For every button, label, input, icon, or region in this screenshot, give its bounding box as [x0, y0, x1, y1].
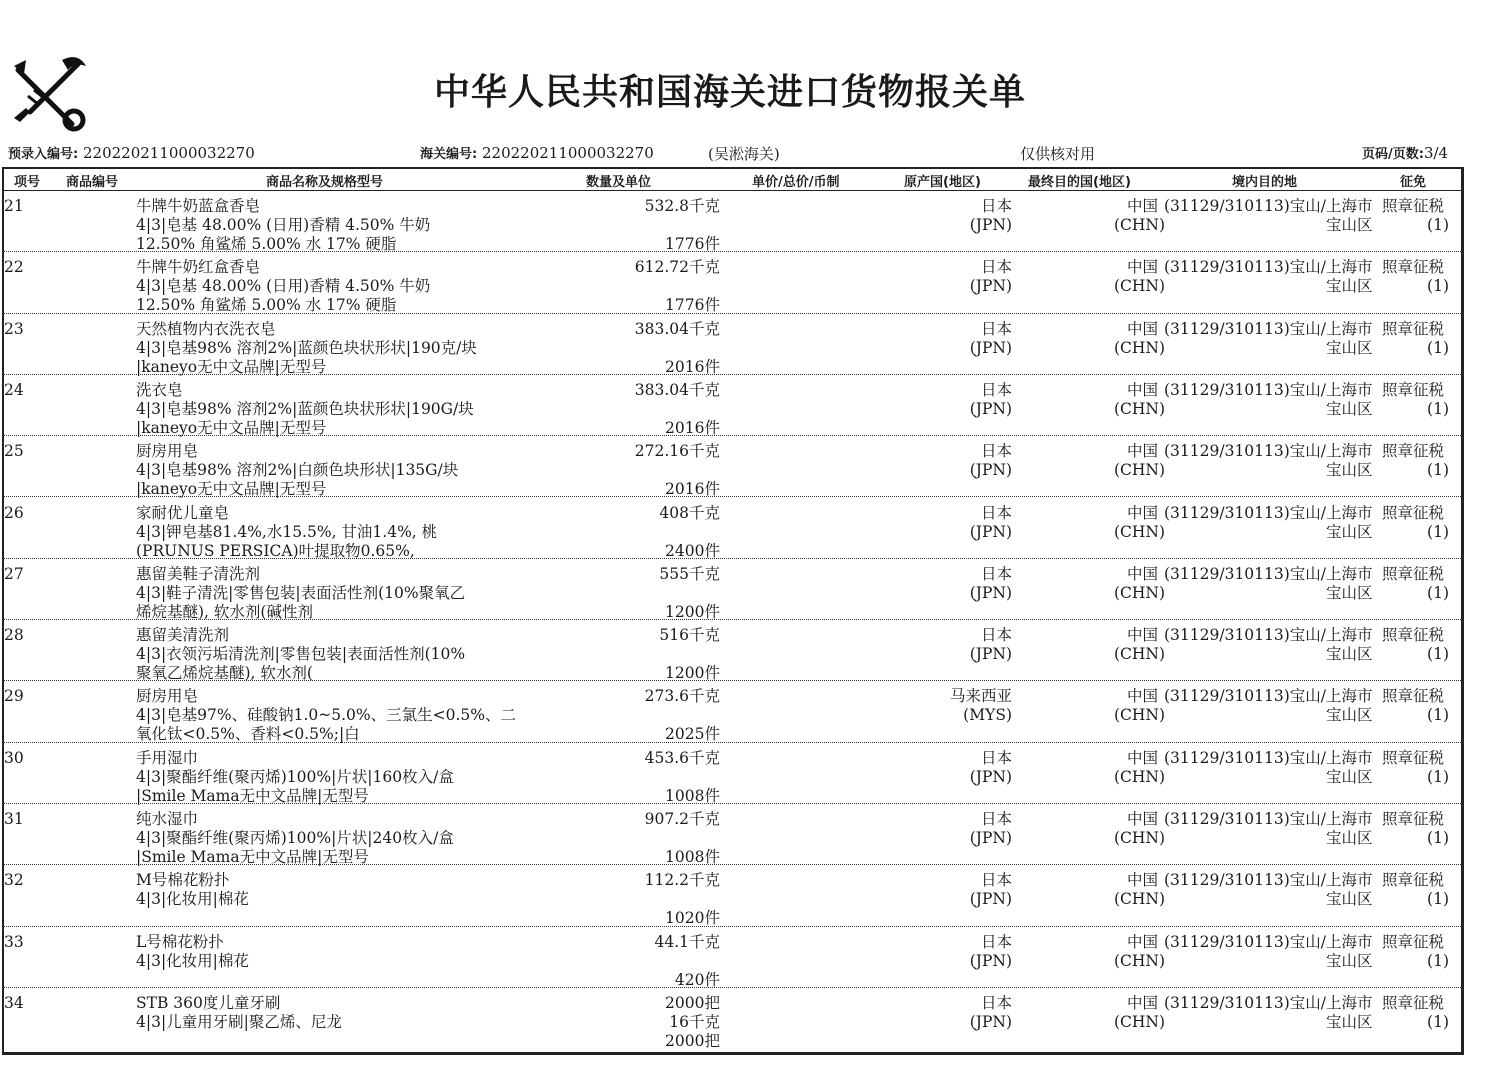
goods-spec-line-1: 4|3|聚酯纤维(聚丙烯)100%|片状|240枚入/盒 — [136, 829, 454, 847]
goods-description — [136, 626, 465, 683]
goods-spec-line-2: 烯烷基醚), 软水剂(碱性剂 — [136, 602, 313, 621]
goods-spec-line-1: 4|3|皂基98% 溶剂2%|蓝颜色块状形状|190G/块 — [136, 399, 474, 418]
origin-name: 日本 — [980, 993, 1012, 1012]
quantity-declared: 1200件 — [665, 664, 720, 683]
goods-name: 洗衣皂 — [136, 380, 183, 399]
goods-description — [136, 258, 430, 315]
goods-spec-line-2: 12.50% 角鲨烯 5.00% 水 17% 硬脂 — [136, 235, 397, 253]
goods-spec-line-2 — [136, 1032, 342, 1051]
goods-spec-line-2: |kaneyo无中文品牌|无型号 — [136, 480, 327, 499]
goods-description — [136, 749, 454, 806]
goods-name: 厨房用皂 — [136, 442, 199, 461]
quantity-secondary — [564, 277, 720, 296]
levy-mode: 照章征税 — [1382, 319, 1445, 338]
goods-description — [136, 381, 474, 438]
goods-spec-line-1: 4|3|鞋子清洗|零售包装|表面活性剂(10%聚氧乙 — [136, 583, 466, 602]
origin-name: 日本 — [980, 564, 1012, 583]
levy-mode: 照章征税 — [1382, 687, 1445, 706]
col-qty-unit: 数量及单位 — [586, 175, 652, 190]
origin-code: (JPN) — [969, 645, 1012, 664]
quantity-primary: 383.04千克 — [634, 319, 720, 338]
quantity-unit — [564, 197, 720, 254]
goods-name: STB 360度儿童牙刷 — [136, 993, 281, 1012]
goods-spec-line-1: 4|3|钾皂基81.4%,水15.5%, 甘油1.4%, 桃 — [136, 522, 438, 541]
item-number: 34 — [4, 993, 24, 1012]
domestic-district: 宝山区 — [1326, 767, 1373, 786]
dest-name: 中国 — [1126, 993, 1158, 1012]
origin-country — [934, 197, 1012, 235]
goods-name: 天然植物内衣洗衣皂 — [136, 319, 276, 338]
levy-code: (1) — [1427, 522, 1449, 541]
quantity-unit — [564, 258, 720, 315]
origin-country — [934, 994, 1012, 1032]
goods-spec-line-1: 4|3|聚酯纤维(聚丙烯)100%|片状|160枚入/盒 — [136, 767, 454, 786]
levy-code: (1) — [1427, 951, 1449, 970]
origin-name: 日本 — [980, 380, 1012, 399]
col-goods-code: 商品编号 — [66, 175, 119, 190]
domestic-destination: (31129/310113)宝山/上海市 — [1164, 380, 1373, 399]
dest-code: (CHN) — [1114, 645, 1166, 664]
origin-name: 日本 — [980, 503, 1012, 522]
origin-code: (JPN) — [969, 216, 1012, 234]
origin-code: (JPN) — [969, 338, 1012, 357]
origin-code: (JPN) — [969, 1012, 1012, 1031]
domestic-destination: (31129/310113)宝山/上海市 — [1164, 197, 1373, 215]
quantity-secondary — [564, 768, 720, 787]
dest-name: 中国 — [1126, 442, 1158, 461]
quantity-unit — [564, 810, 720, 867]
goods-description — [136, 810, 454, 867]
item-number: 24 — [4, 380, 24, 399]
dest-code: (CHN) — [1114, 583, 1166, 602]
goods-description — [136, 504, 437, 561]
pre-entry-number: 预录入编号: 220220211000032270 — [8, 144, 255, 162]
levy-code: (1) — [1427, 890, 1449, 909]
levy-code: (1) — [1427, 277, 1449, 296]
origin-code: (JPN) — [969, 829, 1012, 847]
table-row — [4, 743, 1461, 804]
final-destination — [1114, 687, 1166, 725]
dest-name: 中国 — [1126, 197, 1158, 215]
quantity-secondary — [564, 645, 720, 664]
quantity-secondary — [564, 461, 720, 480]
document-title: 中华人民共和国海关进口货物报关单 — [433, 72, 1026, 113]
col-name-spec: 商品名称及规格型号 — [266, 175, 384, 190]
levy-mode: 照章征税 — [1382, 197, 1445, 215]
domestic-destination: (31129/310113)宝山/上海市 — [1164, 993, 1373, 1012]
goods-spec-line-2: |Smile Mama无中文品牌|无型号 — [136, 848, 369, 866]
quantity-declared: 1008件 — [665, 786, 720, 805]
quantity-primary: 44.1千克 — [654, 932, 720, 951]
quantity-unit — [564, 933, 720, 990]
dest-name: 中国 — [1126, 258, 1158, 277]
origin-country — [934, 749, 1012, 787]
col-domestic-dest: 境内目的地 — [1232, 175, 1298, 190]
quantity-secondary — [564, 952, 720, 971]
goods-spec-line-2 — [136, 971, 249, 990]
goods-spec-line-2: 12.50% 角鲨烯 5.00% 水 17% 硬脂 — [136, 296, 397, 315]
levy-code: (1) — [1427, 399, 1449, 418]
quantity-unit — [564, 994, 720, 1051]
dest-code: (CHN) — [1114, 829, 1166, 847]
domestic-district: 宝山区 — [1326, 706, 1373, 725]
dest-name: 中国 — [1126, 748, 1158, 767]
quantity-primary: 383.04千克 — [634, 380, 720, 399]
quantity-secondary — [564, 890, 720, 909]
col-final-dest: 最终目的国(地区) — [1028, 175, 1131, 190]
levy-mode: 照章征税 — [1382, 564, 1445, 583]
table-row — [4, 988, 1461, 1049]
item-number: 25 — [4, 442, 24, 461]
quantity-primary: 453.6千克 — [644, 748, 720, 767]
quantity-unit — [564, 626, 720, 683]
origin-code: (JPN) — [969, 890, 1012, 909]
final-destination — [1114, 626, 1166, 664]
goods-name: 惠留美鞋子清洗剂 — [136, 564, 261, 583]
origin-code: (JPN) — [969, 583, 1012, 602]
goods-description — [136, 994, 342, 1051]
goods-spec-line-1: 4|3|皂基 48.00% (日用)香精 4.50% 牛奶 — [136, 216, 431, 234]
origin-country — [934, 565, 1012, 603]
quantity-primary: 532.8千克 — [644, 197, 720, 215]
levy-code: (1) — [1427, 461, 1449, 480]
quantity-declared: 2000把 — [665, 1031, 720, 1050]
goods-spec-line-2: 氧化钛<0.5%、香料<0.5%;|白 — [136, 725, 360, 744]
domestic-district: 宝山区 — [1326, 1012, 1373, 1031]
final-destination — [1114, 564, 1166, 603]
origin-country — [934, 320, 1012, 358]
dest-code: (CHN) — [1114, 338, 1166, 357]
domestic-district: 宝山区 — [1326, 829, 1373, 847]
final-destination — [1114, 258, 1166, 296]
domestic-destination: (31129/310113)宝山/上海市 — [1164, 442, 1373, 461]
domestic-district: 宝山区 — [1326, 890, 1373, 909]
domestic-destination: (31129/310113)宝山/上海市 — [1164, 748, 1373, 767]
item-number: 28 — [4, 626, 24, 645]
domestic-district: 宝山区 — [1326, 583, 1373, 602]
final-destination — [1114, 319, 1166, 358]
dest-name: 中国 — [1126, 319, 1158, 338]
final-destination — [1114, 993, 1166, 1032]
origin-name: 日本 — [980, 748, 1012, 767]
levy-mode: 照章征税 — [1382, 380, 1445, 399]
quantity-secondary — [564, 216, 720, 235]
table-row — [4, 620, 1461, 681]
item-number: 32 — [4, 871, 24, 890]
origin-country — [934, 626, 1012, 664]
goods-spec-line-1: 4|3|衣领污垢清洗剂|零售包装|表面活性剂(10% — [136, 645, 466, 664]
origin-country — [934, 381, 1012, 419]
origin-name: 日本 — [980, 197, 1012, 215]
goods-description — [136, 687, 516, 744]
col-levy: 征免 — [1400, 175, 1427, 190]
quantity-unit — [564, 381, 720, 438]
quantity-unit — [564, 320, 720, 377]
origin-code: (JPN) — [969, 522, 1012, 541]
levy-mode: 照章征税 — [1382, 932, 1445, 951]
quantity-primary: 408千克 — [659, 503, 720, 522]
final-destination — [1114, 810, 1166, 848]
origin-code: (JPN) — [969, 767, 1012, 786]
dest-code: (CHN) — [1114, 951, 1166, 970]
goods-description — [136, 933, 249, 990]
col-item-no: 项号 — [14, 175, 41, 190]
item-number: 23 — [4, 319, 24, 338]
domestic-district: 宝山区 — [1326, 338, 1373, 357]
quantity-secondary — [564, 706, 720, 725]
quantity-unit — [564, 442, 720, 499]
final-destination — [1114, 380, 1166, 419]
levy-code: (1) — [1427, 583, 1449, 602]
quantity-secondary — [564, 400, 720, 419]
quantity-declared: 2016件 — [665, 418, 720, 437]
dest-name: 中国 — [1126, 687, 1158, 706]
domestic-destination: (31129/310113)宝山/上海市 — [1164, 810, 1373, 828]
goods-spec-line-2: |kaneyo无中文品牌|无型号 — [136, 418, 327, 437]
dest-code: (CHN) — [1114, 706, 1166, 725]
dest-code: (CHN) — [1114, 767, 1166, 786]
item-number: 33 — [4, 932, 24, 951]
origin-code: (JPN) — [969, 951, 1012, 970]
levy-mode: 照章征税 — [1382, 748, 1445, 767]
dest-name: 中国 — [1126, 626, 1158, 645]
final-destination — [1114, 932, 1166, 971]
origin-name: 日本 — [980, 871, 1012, 890]
dest-name: 中国 — [1126, 503, 1158, 522]
levy-code: (1) — [1427, 767, 1449, 786]
domestic-district: 宝山区 — [1326, 645, 1373, 664]
goods-name: 纯水湿巾 — [136, 810, 199, 828]
table-row — [4, 191, 1461, 252]
quantity-secondary — [564, 829, 720, 848]
goods-spec-line-1: 4|3|化妆用|棉花 — [136, 951, 249, 970]
origin-name: 日本 — [980, 442, 1012, 461]
levy-code: (1) — [1427, 338, 1449, 357]
domestic-destination: (31129/310113)宝山/上海市 — [1164, 564, 1373, 583]
item-number: 31 — [4, 810, 24, 828]
quantity-declared: 2016件 — [665, 480, 720, 499]
goods-spec-line-2: |Smile Mama无中文品牌|无型号 — [136, 786, 369, 805]
quantity-primary: 112.2千克 — [644, 871, 720, 890]
goods-spec-line-2: 聚氧乙烯烷基醚), 软水剂( — [136, 664, 313, 683]
origin-code: (JPN) — [969, 277, 1012, 296]
domestic-district: 宝山区 — [1326, 216, 1373, 234]
quantity-unit — [564, 565, 720, 622]
quantity-declared: 1020件 — [665, 909, 720, 928]
quantity-unit — [564, 504, 720, 561]
domestic-district: 宝山区 — [1326, 461, 1373, 480]
goods-spec-line-2: (PRUNUS PERSICA)叶提取物0.65%, — [136, 541, 415, 560]
goods-spec-line-2 — [136, 909, 249, 928]
quantity-unit — [564, 871, 720, 928]
table-header — [4, 169, 1461, 191]
origin-name: 日本 — [980, 319, 1012, 338]
table-row — [4, 498, 1461, 559]
domestic-destination: (31129/310113)宝山/上海市 — [1164, 871, 1373, 890]
table-row — [4, 252, 1461, 313]
goods-name: 厨房用皂 — [136, 687, 199, 706]
domestic-destination: (31129/310113)宝山/上海市 — [1164, 503, 1373, 522]
dest-name: 中国 — [1126, 871, 1158, 890]
levy-code: (1) — [1427, 645, 1449, 664]
goods-spec-line-1: 4|3|化妆用|棉花 — [136, 890, 249, 909]
dest-name: 中国 — [1126, 810, 1158, 828]
levy-mode: 照章征税 — [1382, 993, 1445, 1012]
goods-description — [136, 565, 465, 622]
domestic-district: 宝山区 — [1326, 399, 1373, 418]
levy-code: (1) — [1427, 706, 1449, 725]
page-indicator: 页码/页数:3/4 — [1362, 144, 1449, 162]
quantity-secondary — [564, 339, 720, 358]
levy-mode: 照章征税 — [1382, 626, 1445, 645]
quantity-declared: 2400件 — [665, 541, 720, 560]
goods-description — [136, 197, 430, 254]
quantity-secondary — [564, 523, 720, 542]
dest-code: (CHN) — [1114, 522, 1166, 541]
quantity-secondary — [564, 584, 720, 603]
goods-spec-line-1: 4|3|儿童用牙刷|聚乙烯、尼龙 — [136, 1012, 342, 1031]
quantity-declared: 1776件 — [665, 235, 720, 253]
origin-country — [934, 442, 1012, 480]
origin-name: 日本 — [980, 810, 1012, 828]
origin-country — [934, 810, 1012, 848]
final-destination — [1114, 503, 1166, 542]
item-number: 26 — [4, 503, 24, 522]
quantity-primary: 516千克 — [659, 626, 720, 645]
origin-code: (JPN) — [969, 399, 1012, 418]
origin-code: (JPN) — [969, 461, 1012, 480]
dest-code: (CHN) — [1114, 216, 1166, 234]
table-row — [4, 559, 1461, 620]
levy-mode: 照章征税 — [1382, 810, 1445, 828]
origin-country — [934, 871, 1012, 909]
levy-mode: 照章征税 — [1382, 503, 1445, 522]
quantity-unit — [564, 687, 720, 744]
origin-name: 日本 — [980, 932, 1012, 951]
col-origin: 原产国(地区) — [904, 175, 981, 190]
quantity-primary: 2000把 — [665, 993, 720, 1012]
origin-country — [934, 687, 1012, 725]
item-number: 29 — [4, 687, 24, 706]
quantity-declared: 1008件 — [665, 848, 720, 866]
levy-code: (1) — [1427, 216, 1449, 234]
origin-country — [934, 258, 1012, 296]
domestic-district: 宝山区 — [1326, 951, 1373, 970]
quantity-primary: 272.16千克 — [634, 442, 720, 461]
quantity-declared: 2016件 — [665, 357, 720, 376]
origin-code: (MYS) — [963, 706, 1012, 725]
goods-name: 家耐优儿童皂 — [136, 503, 230, 522]
customs-number: 海关编号: 220220211000032270 — [420, 144, 654, 162]
goods-description — [136, 320, 477, 377]
goods-spec-line-1: 4|3|皂基97%、硅酸钠1.0~5.0%、三氯生<0.5%、二 — [136, 706, 517, 725]
quantity-unit — [564, 749, 720, 806]
table-row — [4, 436, 1461, 497]
table-row — [4, 927, 1461, 988]
dest-code: (CHN) — [1114, 890, 1166, 909]
dest-name: 中国 — [1126, 380, 1158, 399]
dest-code: (CHN) — [1114, 277, 1166, 296]
goods-name: 手用湿巾 — [136, 748, 199, 767]
quantity-declared: 1200件 — [665, 602, 720, 621]
goods-spec-line-1: 4|3|皂基98% 溶剂2%|蓝颜色块状形状|190克/块 — [136, 338, 477, 357]
item-number: 21 — [4, 197, 24, 215]
dest-code: (CHN) — [1114, 461, 1166, 480]
origin-country — [934, 504, 1012, 542]
dest-name: 中国 — [1126, 932, 1158, 951]
quantity-declared: 1776件 — [665, 296, 720, 315]
origin-name: 日本 — [980, 258, 1012, 277]
table-row — [4, 804, 1461, 865]
final-destination — [1114, 871, 1166, 909]
domestic-destination: (31129/310113)宝山/上海市 — [1164, 319, 1373, 338]
domestic-district: 宝山区 — [1326, 522, 1373, 541]
quantity-primary: 273.6千克 — [644, 687, 720, 706]
final-destination — [1114, 197, 1166, 235]
levy-code: (1) — [1427, 829, 1449, 847]
goods-description — [136, 442, 458, 499]
table-row — [4, 375, 1461, 436]
customs-office: (吴淞海关) — [708, 145, 780, 163]
declaration-table — [2, 167, 1464, 1055]
final-destination — [1114, 748, 1166, 787]
verify-note: 仅供核对用 — [1020, 145, 1096, 163]
goods-spec-line-2: |kaneyo无中文品牌|无型号 — [136, 357, 327, 376]
goods-name: 牛牌牛奶红盒香皂 — [136, 258, 261, 277]
quantity-secondary: 16千克 — [669, 1012, 720, 1031]
domestic-destination: (31129/310113)宝山/上海市 — [1164, 932, 1373, 951]
dest-code: (CHN) — [1114, 1012, 1166, 1031]
goods-name: L号棉花粉扑 — [136, 932, 224, 951]
quantity-primary: 612.72千克 — [634, 258, 720, 277]
dest-name: 中国 — [1126, 564, 1158, 583]
goods-spec-line-1: 4|3|皂基 48.00% (日用)香精 4.50% 牛奶 — [136, 277, 431, 296]
item-number: 30 — [4, 748, 24, 767]
levy-mode: 照章征税 — [1382, 258, 1445, 277]
origin-country — [934, 933, 1012, 971]
domestic-destination: (31129/310113)宝山/上海市 — [1164, 626, 1373, 645]
table-row — [4, 865, 1461, 926]
goods-name: 牛牌牛奶蓝盒香皂 — [136, 197, 261, 215]
table-row — [4, 314, 1461, 375]
goods-spec-line-1: 4|3|皂基98% 溶剂2%|白颜色块形状|135G/块 — [136, 461, 459, 480]
final-destination — [1114, 442, 1166, 480]
domestic-destination: (31129/310113)宝山/上海市 — [1164, 687, 1373, 706]
quantity-declared: 2025件 — [665, 725, 720, 744]
goods-description — [136, 871, 249, 928]
origin-name: 日本 — [980, 626, 1012, 645]
domestic-destination: (31129/310113)宝山/上海市 — [1164, 258, 1373, 277]
goods-name: M号棉花粉扑 — [136, 871, 230, 890]
quantity-primary: 555千克 — [659, 564, 720, 583]
domestic-district: 宝山区 — [1326, 277, 1373, 296]
origin-name: 马来西亚 — [949, 687, 1012, 706]
goods-name: 惠留美清洗剂 — [136, 626, 230, 645]
dest-code: (CHN) — [1114, 399, 1166, 418]
levy-code: (1) — [1427, 1012, 1449, 1031]
item-number: 22 — [4, 258, 24, 277]
levy-mode: 照章征税 — [1382, 442, 1445, 461]
table-row — [4, 681, 1461, 742]
quantity-declared: 420件 — [674, 970, 720, 989]
col-price: 单价/总价/币制 — [752, 175, 840, 190]
item-number: 27 — [4, 564, 24, 583]
quantity-primary: 907.2千克 — [644, 810, 720, 828]
levy-mode: 照章征税 — [1382, 871, 1445, 890]
